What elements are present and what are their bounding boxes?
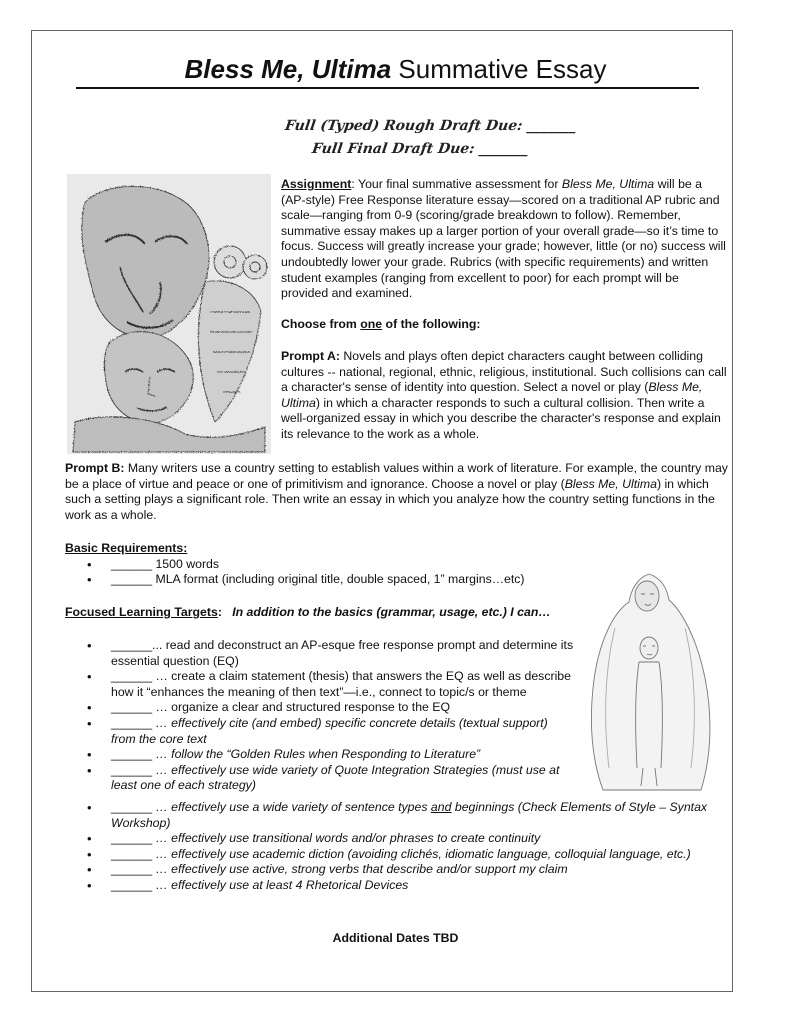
prompt-b-label: Prompt B: xyxy=(65,461,125,475)
list-item: • ______ … create a claim statement (thesis) that answers the EQ as well as describe how it “enhances the meaning of then text”—i.e., connect to topic/s or theme xyxy=(65,669,575,700)
prompt-b-paragraph xyxy=(65,461,729,523)
list-item: • ______ 1500 words xyxy=(65,557,729,573)
learning-targets-list-continued xyxy=(65,800,729,894)
target-text: … effectively cite (and embed) specific concrete details (textual support) from the core text xyxy=(111,715,548,746)
final-draft-due: Full Final Draft Due: _______ xyxy=(310,141,530,157)
basic-requirements-section xyxy=(65,541,729,588)
targets-intro: In addition to the basics (grammar, usage, etc.) I can… xyxy=(232,605,551,619)
list-item: • ______ … organize a clear and structured response to the EQ xyxy=(65,700,575,716)
choose-post: of the following: xyxy=(382,317,481,331)
learning-targets-list xyxy=(65,638,575,794)
learning-targets-list-wrap-2 xyxy=(65,800,729,894)
basic-requirements-list xyxy=(65,557,729,588)
prompt-b-text-b: ) in which such a setting plays a significant role. Then write an essay in which you analyze how the country setting functions in the work as a whole. xyxy=(65,476,715,522)
target-text: … follow the “Golden Rules when Responding to Literature” xyxy=(155,747,481,762)
list-item xyxy=(65,831,729,847)
list-item xyxy=(65,763,575,794)
title-book: Bless Me, Ultima xyxy=(184,54,392,84)
rough-draft-due: Full (Typed) Rough Draft Due: _______ xyxy=(283,118,578,134)
target-text: … effectively use at least 4 Rhetorical Devices xyxy=(155,877,409,892)
prompt-a-book: Bless Me, Ultima xyxy=(281,380,703,410)
learning-targets-list-wrap xyxy=(65,638,575,794)
target-blank: ______ xyxy=(111,800,156,814)
targets-heading-line xyxy=(65,605,729,621)
prompt-b-text-a: Many writers use a country setting to establish values within a work of literature. For example, the country may be a place of virtue and peace or one of primitivism and ignorance. Choose a novel or play ( xyxy=(65,461,728,491)
assignment-text-a: : Your final summative assessment for xyxy=(351,177,562,191)
assignment-paragraph xyxy=(281,177,729,302)
prompt-b-book: Bless Me, Ultima xyxy=(564,476,657,491)
list-item xyxy=(65,716,575,747)
target-blank: ______ xyxy=(111,715,156,730)
target-blank: ______ xyxy=(111,862,156,877)
ultima-owl-illustration xyxy=(65,172,273,456)
target-blank: ______ xyxy=(111,846,156,861)
targets-heading: Focused Learning Targets xyxy=(65,605,218,619)
cloaked-figure-illustration xyxy=(585,568,717,794)
target-text: … effectively use wide variety of Quote Integration Strategies (must use at least one of each strategy) xyxy=(111,762,560,793)
prompt-a-paragraph xyxy=(281,349,729,443)
target-text: … effectively use academic diction (avoiding clichés, idiomatic language, colloquial language, etc.) xyxy=(155,846,691,861)
assignment-book: Bless Me, Ultima xyxy=(561,177,655,191)
title-rest: Summative Essay xyxy=(391,54,607,84)
list-item xyxy=(65,847,729,863)
prompt-a-label: Prompt A: xyxy=(281,349,340,363)
targets-colon: : xyxy=(217,605,222,619)
target-blank: ______ xyxy=(111,762,156,777)
basic-requirements-heading: Basic Requirements: xyxy=(65,541,188,555)
choose-one: one xyxy=(360,317,383,331)
choose-instruction xyxy=(281,317,729,333)
assignment-label: Assignment xyxy=(281,177,352,191)
prompt-a-text-b: ) in which a character responds to such a cultural collision. Then write a well-organized essay in which you describe the character's response and explain its relevance to the work as a whole. xyxy=(281,395,721,441)
target-blank: ______ xyxy=(111,831,156,846)
list-item: • ______ MLA format (including original title, double spaced, 1” margins…etc) xyxy=(65,572,729,588)
target-text: … effectively use a wide variety of sentence types xyxy=(155,800,431,814)
target-text-2: beginnings (Check Elements of Style – Syntax Workshop) xyxy=(111,800,708,830)
prompt-a-text-a: Novels and plays often depict characters caught between colliding cultures -- national, regional, ethnic, religious, institutional. Such collisions can call a character's sense of identity into question. Select a novel or play ( xyxy=(281,349,727,395)
footer-note: Additional Dates TBD xyxy=(332,931,459,945)
choose-pre: Choose from xyxy=(281,317,361,331)
target-blank: ______ xyxy=(111,877,156,892)
target-text: … effectively use active, strong verbs that describe and/or support my claim xyxy=(155,862,568,877)
list-item xyxy=(65,747,575,763)
list-item xyxy=(65,862,729,878)
target-blank: ______ xyxy=(111,747,156,762)
assignment-text-b: will be a (AP-style) Free Response literature essay—scored on a traditional AP rubric and scale—ranging from 0-9 (scoring/grade breakdown to follow). Remember, summative essay makes up a larger portion of your overall grade—so it’s time to focus. Success will greatly increase your grade; however, little (or no) success will undoubtedly lower your grade. Rubrics (with specific requirements) and written student examples (ranging from excellent to poor) for each prompt will be provided and examined. xyxy=(281,177,726,301)
target-underlined: and xyxy=(430,800,452,814)
target-text: … effectively use transitional words and/or phrases to create continuity xyxy=(155,831,541,846)
title-rule xyxy=(76,87,699,89)
document-title xyxy=(0,52,791,86)
list-item xyxy=(65,878,729,894)
list-item: • ______... read and deconstruct an AP-esque free response prompt and determine its essential question (EQ) xyxy=(65,638,575,669)
list-item xyxy=(65,800,729,831)
